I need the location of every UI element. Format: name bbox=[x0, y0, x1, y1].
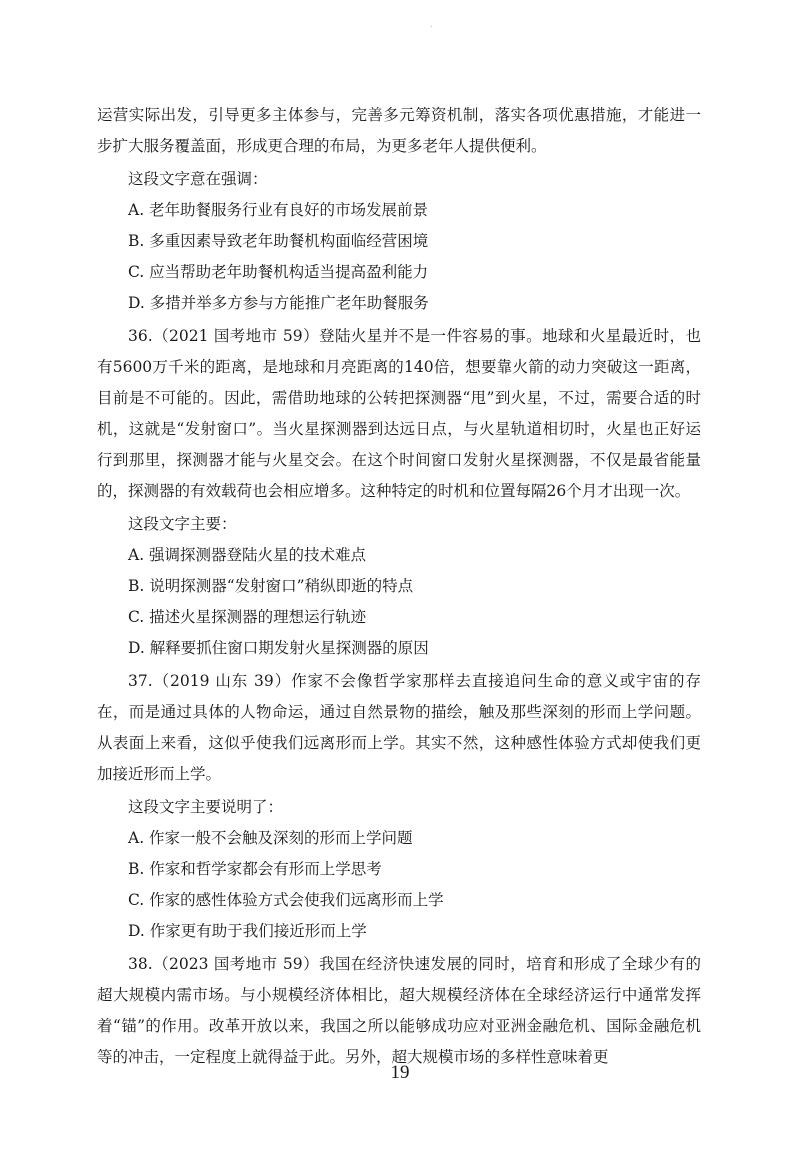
question-37-option-d: D. 作家更有助于我们接近形而上学 bbox=[128, 922, 367, 940]
intro-prompt: 这段文字意在强调： bbox=[128, 170, 268, 188]
intro-option-a: A. 老年助餐服务行业有良好的市场发展前景 bbox=[128, 201, 429, 219]
question-36-prompt: 这段文字主要： bbox=[128, 515, 237, 533]
intro-paragraph: 运营实际出发，引导更多主体参与，完善多元筹资机制，落实各项优惠措施，才能进一步扩大服务覆盖面，形成更合理的布局，为更多老年人提供便利。 bbox=[97, 106, 701, 155]
question-37-option-a: A. 作家一般不会触及深刻的形而上学问题 bbox=[128, 829, 413, 847]
question-36-option-d: D. 解释要抓住窗口期发射火星探测器的原因 bbox=[128, 639, 429, 657]
page-content bbox=[97, 100, 701, 1073]
scan-mark: · bbox=[430, 22, 434, 33]
intro-option-d: D. 多措并举多方参与方能推广老年助餐服务 bbox=[128, 294, 429, 312]
intro-option-c: C. 应当帮助老年助餐机构适当提高盈利能力 bbox=[128, 263, 429, 281]
question-36-option-a: A. 强调探测器登陆火星的技术难点 bbox=[128, 546, 367, 564]
question-36-option-b: B. 说明探测器“发射窗口”稍纵即逝的特点 bbox=[128, 577, 414, 595]
question-36-option-c: C. 描述火星探测器的理想运行轨迹 bbox=[128, 608, 367, 626]
question-37-stem: 37.（2019 山东 39）作家不会像哲学家那样去直接追问生命的意义或宇宙的存在，而是通过具体的人物命运，通过自然景物的描绘，触及那些深刻的形而上学问题。从表面上来看，这似乎使我们远离形而上学。其实不然，这种感性体验方式却使我们更加接近形而上学。 bbox=[97, 672, 701, 783]
question-36-stem: 36.（2021 国考地市 59）登陆火星并不是一件容易的事。地球和火星最近时，也有5600万千米的距离，是地球和月亮距离的140倍，想要靠火箭的动力突破这一距离，目前是不可能的。因此，需借助地球的公转把探测器“甩”到火星，不过，需要合适的时机，这就是“发射窗口”。当火星探测器到达远日点，与火星轨道相切时，火星也正好运行到那里，探测器才能与火星交会。在这个时间窗口发射火星探测器，不仅是最省能量的，探测器的有效载荷也会相应增多。这种特定的时机和位置每隔26个月才出现一次。 bbox=[97, 327, 701, 500]
page-number: 19 bbox=[390, 1062, 410, 1083]
question-38-stem: 38.（2023 国考地市 59）我国在经济快速发展的同时，培育和形成了全球少有的超大规模内需市场。与小规模经济体相比，超大规模经济体在全球经济运行中通常发挥着“锚”的作用。改革开放以来，我国之所以能够成功应对亚洲金融危机、国际金融危机等的冲击，一定程度上就得益于此。另外，超大规模市场的多样性意味着更 bbox=[97, 955, 701, 1066]
question-37-prompt: 这段文字主要说明了： bbox=[128, 798, 284, 816]
question-37-option-b: B. 作家和哲学家都会有形而上学思考 bbox=[128, 860, 382, 878]
intro-option-b: B. 多重因素导致老年助餐机构面临经营困境 bbox=[128, 232, 429, 250]
question-37-option-c: C. 作家的感性体验方式会使我们远离形而上学 bbox=[128, 891, 444, 909]
